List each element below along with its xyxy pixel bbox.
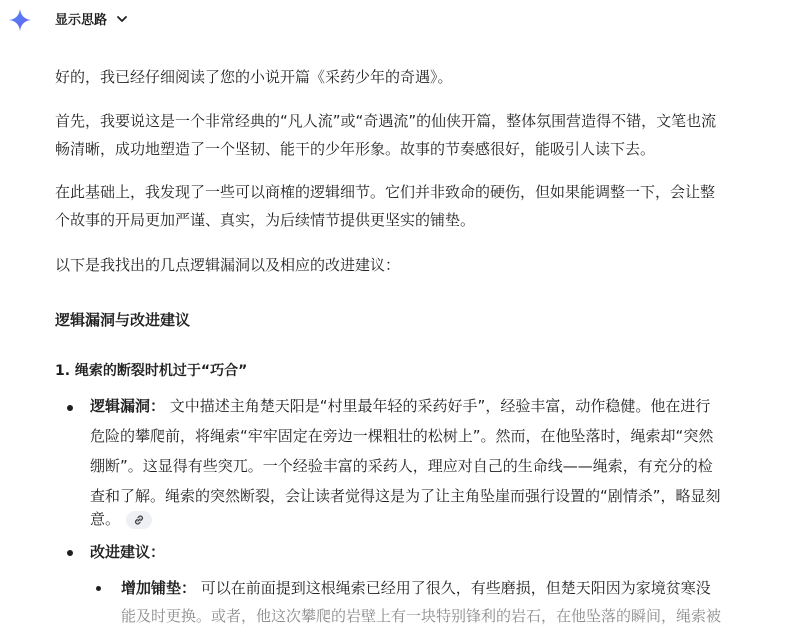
- flaw-line-5: [90, 504, 152, 534]
- show-thinking-toggle[interactable]: [55, 9, 129, 28]
- section-title: 逻辑漏洞与改进建议: [55, 311, 191, 329]
- intro-paragraph: 好的，我已经仔细阅读了您的小说开篇《采药少年的奇遇》。: [55, 68, 453, 86]
- item-1-title: 1. 绳索的断裂时机过于“巧合”: [55, 363, 248, 379]
- source-link-chip[interactable]: [126, 511, 152, 529]
- flaw-line-2: 危险的攀爬前，将绳索“牢牢固定在旁边一棵粗壮的松树上”。然而，在他坠落时，绳索却“突然: [90, 427, 714, 445]
- flaw-line-5-text: 意。: [90, 510, 121, 528]
- bullet-dot: [67, 405, 73, 411]
- suggestion-label-text: 改进建议：: [90, 543, 166, 561]
- flaw-text: 文中描述主角楚天阳是“村里最年轻的采药好手”，经验丰富，动作稳健。他在进行: [165, 397, 711, 415]
- paragraph-3: 以下是我找出的几点逻辑漏洞以及相应的改进建议：: [55, 256, 401, 274]
- show-thinking-label: 显示思路: [55, 13, 108, 28]
- flaw-line-3: 绷断”。这显得有些突兀。一个经验丰富的采药人，理应对自己的生命线——绳索，有充分的检: [90, 457, 713, 475]
- flaw-line-4: 查和了解。绳索的突然断裂，会让读者觉得这是为了让主角坠崖而强行设置的“剧情杀”，略显刻: [90, 487, 721, 505]
- paragraph-1-line-2: 畅清晰，成功地塑造了一个坚韧、能干的少年形象。故事的节奏感很好，能吸引人读下去。: [55, 140, 656, 158]
- suggestion-label: [90, 537, 165, 567]
- response-header: [0, 0, 811, 40]
- flaw-label: 逻辑漏洞：: [90, 397, 166, 415]
- bullet-dot: [67, 550, 73, 556]
- flaw-line-1: [90, 391, 710, 421]
- link-icon: [133, 514, 145, 526]
- paragraph-1-line-1: 首先，我要说这是一个非常经典的“凡人流”或“奇遇流”的仙侠开篇，整体氛围营造得不错，文笔也流: [55, 112, 717, 130]
- chevron-down-icon: [115, 12, 129, 26]
- sub1-text: 可以在前面提到这根绳索已经用了很久，有些磨损，但楚天阳因为家境贫寒没: [196, 579, 711, 597]
- paragraph-2-line-2: 个故事的开局更加严谨、真实，为后续情节提供更坚实的铺垫。: [55, 211, 476, 229]
- sub-bullet-dot: [96, 586, 101, 591]
- gemini-spark-icon: [8, 8, 32, 32]
- sub1-line-2: 能及时更换。或者，他这次攀爬的岩壁上有一块特别锋利的岩石，在他坠落的瞬间，绳索被: [121, 607, 722, 625]
- sub1-label: 增加铺垫：: [121, 579, 197, 597]
- paragraph-2-line-1: 在此基础上，我发现了一些可以商榷的逻辑细节。它们并非致命的硬伤，但如果能调整一下，会让整: [55, 183, 716, 201]
- sub1-line-1: [121, 573, 711, 603]
